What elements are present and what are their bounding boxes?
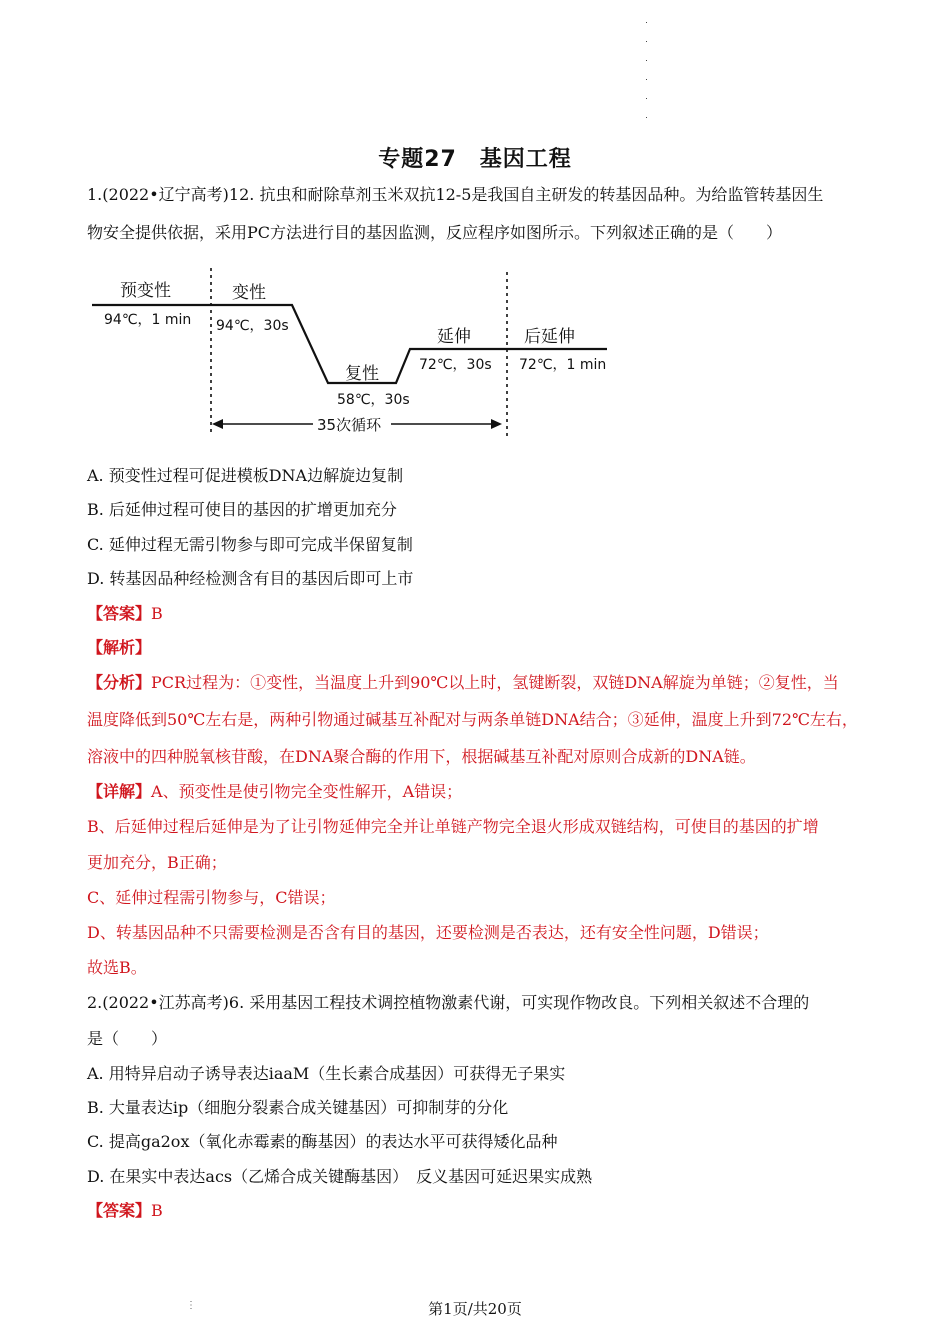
stage-label-extend: 延伸 — [437, 327, 471, 347]
answer-tag: 【答案】 — [87, 1201, 152, 1220]
stage-label-predenature: 预变性 — [120, 281, 171, 301]
answer-tag: 【答案】 — [87, 604, 152, 623]
fenxi-tag: 【分析】 — [87, 673, 152, 692]
q2-option-a: A. 用特异启动子诱导表达iaaM（生长素合成基因）可获得无子果实 — [87, 1064, 566, 1083]
q2-stem-line1: 2.(2022•江苏高考)6. 采用基因工程技术调控植物激素代谢，可实现作物改良。下列相关叙述不合理的 — [87, 993, 810, 1012]
q1-detail-b-line2: 更加充分，B正确； — [87, 853, 227, 872]
stage-label-anneal: 复性 — [345, 364, 379, 384]
condition-final-extend: 72℃，1 min — [519, 357, 607, 373]
stage-label-denature: 变性 — [232, 283, 266, 303]
stage-label-final-extend: 后延伸 — [524, 327, 575, 347]
analysis-tag: 【解析】 — [87, 638, 152, 657]
footer-mark: ⋮ — [186, 1300, 196, 1311]
q1-analysis-heading — [87, 637, 910, 659]
xiangjie-text-1: A、预变性是使引物完全变性解开，A错误； — [151, 782, 463, 801]
condition-denature: 94℃，30s — [216, 318, 289, 334]
q1-detail-b-line1: B、后延伸过程后延伸是为了让引物延伸完全并让单链产物完全退火形成双链结构，可使目的基因的扩增 — [87, 817, 819, 836]
cycles-label: 35次循环 — [317, 416, 382, 434]
answer-value: B — [151, 1201, 163, 1220]
q1-option-c: C. 延伸过程无需引物参与即可完成半保留复制 — [87, 535, 413, 554]
q1-detail-d: D、转基因品种不只需要检测是否含有目的基因，还要检测是否表达，还有安全性问题，D错误； — [87, 923, 769, 942]
q1-fenxi-line2: 温度降低到50℃左右是，两种引物通过碱基互补配对与两条单链DNA结合；③延伸，温度上升到72℃左右， — [87, 710, 858, 729]
q1-option-d: D. 转基因品种经检测含有目的基因后即可上市 — [87, 569, 414, 588]
pcr-program-diagram — [88, 262, 628, 442]
q1-stem-line1: 1.(2022•辽宁高考)12. 抗虫和耐除草剂玉米双抗12-5是我国自主研发的转基因品种。为给监管转基因生 — [87, 185, 824, 204]
q1-xiangjie-line1 — [87, 781, 910, 803]
q2-option-b: B. 大量表达ip（细胞分裂素合成关键基因）可抑制芽的分化 — [87, 1098, 509, 1117]
condition-anneal: 58℃，30s — [337, 392, 410, 408]
q2-option-c: C. 提高ga2ox（氧化赤霉素的酶基因）的表达水平可获得矮化品种 — [87, 1132, 558, 1151]
xiangjie-tag: 【详解】 — [87, 782, 152, 801]
q1-option-a: A. 预变性过程可促进模板DNA边解旋边复制 — [87, 466, 404, 485]
arrowhead-left-icon — [212, 419, 223, 429]
q1-stem-line2: 物安全提供依据，采用PC方法进行目的基因监测，反应程序如图所示。下列叙述正确的是（ ） — [87, 223, 783, 242]
fenxi-text-1: PCR过程为：①变性，当温度上升到90℃以上时，氢键断裂，双链DNA解旋为单链；②复性，当 — [151, 673, 839, 692]
q1-option-b: B. 后延伸过程可使目的基因的扩增更加充分 — [87, 500, 397, 519]
arrowhead-right-icon — [491, 419, 502, 429]
q1-fenxi-line3: 溶液中的四种脱氧核苷酸，在DNA聚合酶的作用下，根据碱基互补配对原则合成新的DNA链。 — [87, 747, 756, 766]
page-title: 专题27 基因工程 — [378, 147, 572, 172]
q2-answer — [87, 1200, 910, 1222]
q1-fenxi-line1 — [87, 672, 910, 694]
answer-value: B — [151, 604, 163, 623]
q2-option-d: D. 在果实中表达acs（乙烯合成关键酶基因） 反义基因可延迟果实成熟 — [87, 1167, 593, 1186]
condition-predenature: 94℃，1 min — [104, 312, 192, 328]
decorative-dots — [645, 22, 649, 136]
condition-extend: 72℃，30s — [419, 357, 492, 373]
q1-detail-c: C、延伸过程需引物参与，C错误； — [87, 888, 336, 907]
q2-stem-line2: 是（ ） — [87, 1029, 168, 1048]
q1-conclusion: 故选B。 — [87, 958, 147, 977]
page-number: 第1页/共20页 — [428, 1300, 522, 1318]
q1-answer — [87, 603, 910, 625]
